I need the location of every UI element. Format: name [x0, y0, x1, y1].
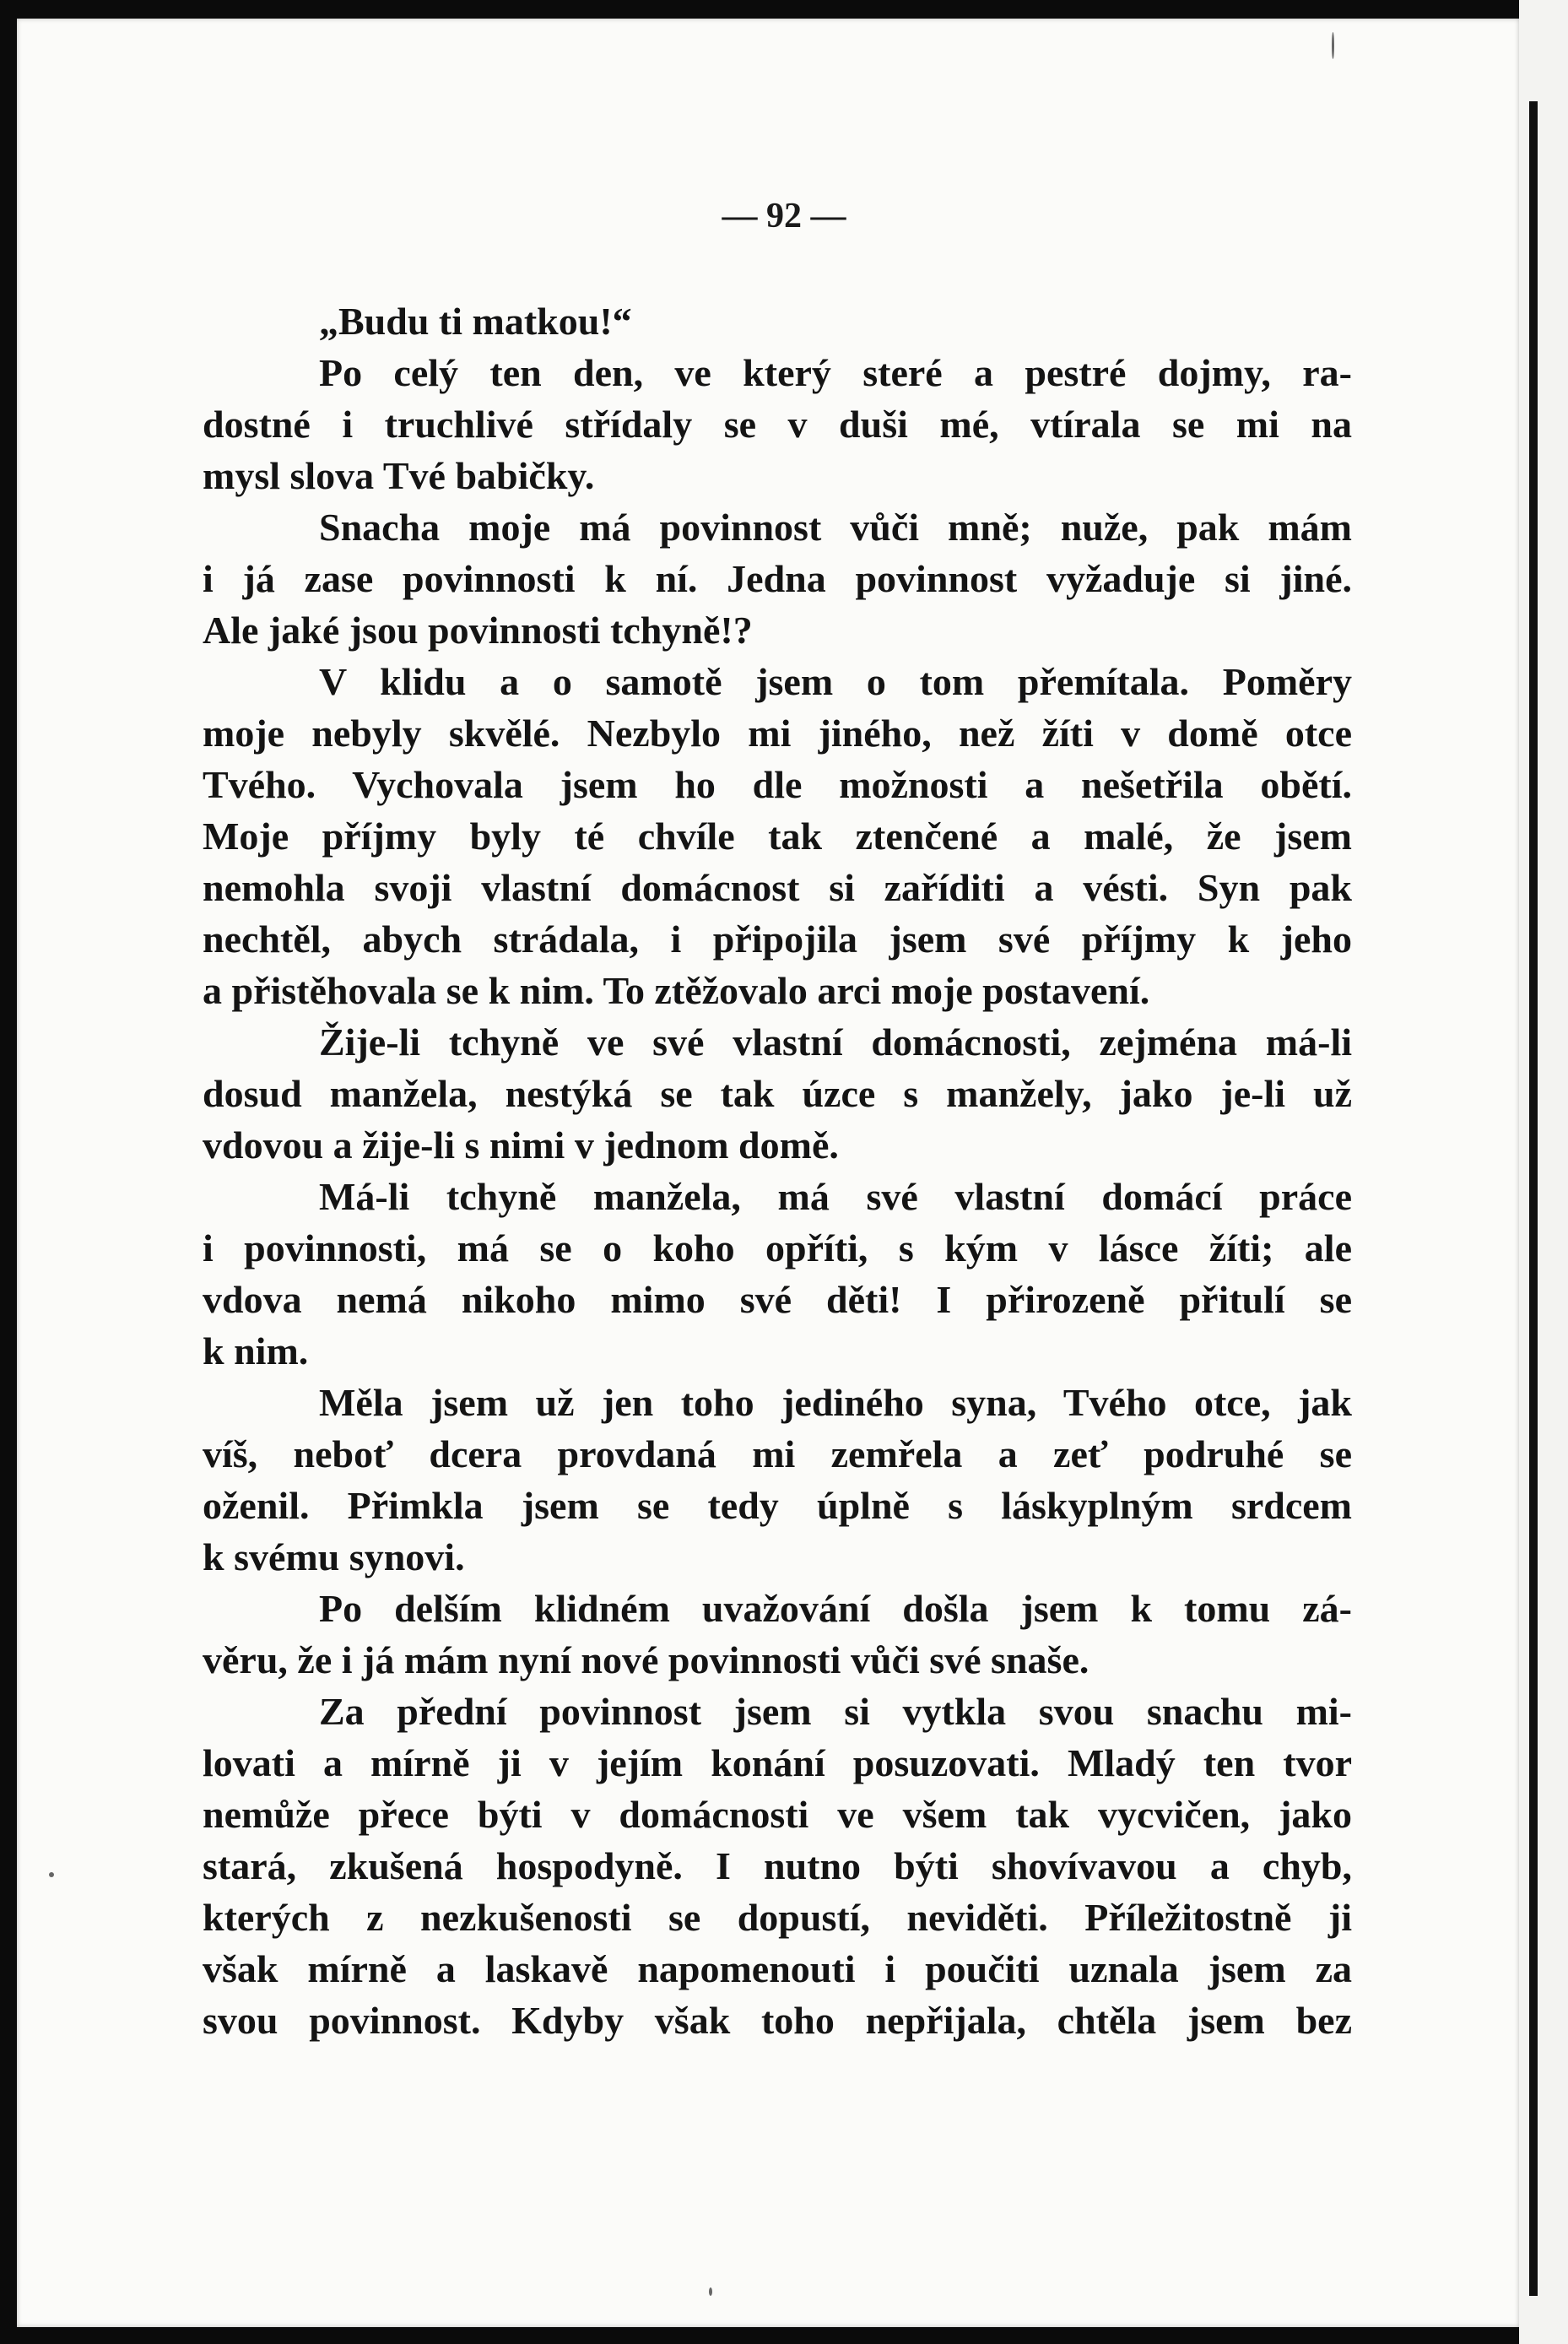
text-line: k nim.	[203, 1329, 309, 1372]
print-speck	[709, 2287, 712, 2296]
text-line: i povinnosti, má se o koho opříti, s kým v lásce žíti; ale	[203, 1226, 1352, 1269]
text-line: víš, neboť dcera provdaná mi zemřela a zeť podruhé se	[203, 1432, 1352, 1475]
text-line: věru, že i já mám nyní nové povinnosti vůči své snaše.	[203, 1638, 1089, 1681]
text-line: dostné i truchlivé střídaly se v duši mé, vtírala se mi na	[203, 403, 1352, 446]
page-right-edge	[1519, 0, 1568, 2344]
text-line: dosud manžela, nestýká se tak úzce s manžely, jako je-li už	[203, 1072, 1352, 1115]
text-line: stará, zkušená hospodyně. I nutno býti shovívavou a chyb,	[203, 1844, 1352, 1887]
text-line: Měla jsem už jen toho jediného syna, Tvého otce, jak	[319, 1381, 1352, 1424]
text-line: a přistěhovala se k nim. To ztěžovalo arci moje postavení.	[203, 969, 1150, 1012]
binding-edge-line	[1529, 101, 1538, 2296]
text-line: Moje příjmy byly té chvíle tak ztenčené a malé, že jsem	[203, 815, 1352, 858]
text-line: Za přední povinnost jsem si vytkla svou snachu mi-	[319, 1690, 1352, 1733]
text-line: Tvého. Vychovala jsem ho dle možnosti a nešetřila obětí.	[203, 763, 1352, 806]
text-line: oženil. Přimkla jsem se tedy úplně s láskyplným srdcem	[203, 1484, 1352, 1527]
text-line: Má-li tchyně manžela, má své vlastní domácí práce	[319, 1175, 1352, 1218]
text-line: Snacha moje má povinnost vůči mně; nuže, pak mám	[319, 506, 1352, 549]
page-number: — 92 —	[722, 197, 846, 235]
text-line: k svému synovi.	[203, 1535, 465, 1578]
text-line: vdova nemá nikoho mimo své děti! I přirozeně přitulí se	[203, 1278, 1352, 1321]
text-line: Po delším klidném uvažování došla jsem k tomu zá-	[319, 1587, 1352, 1630]
text-line: lovati a mírně ji v jejím konání posuzovati. Mladý ten tvor	[203, 1741, 1352, 1784]
text-line: nemůže přece býti v domácnosti ve všem tak vycvičen, jako	[203, 1793, 1352, 1836]
text-line: nemohla svoji vlastní domácnost si zaříditi a vésti. Syn pak	[203, 866, 1352, 909]
text-line: Ale jaké jsou povinnosti tchyně!?	[203, 609, 753, 652]
text-line: V klidu a o samotě jsem o tom přemítala. Poměry	[319, 660, 1352, 703]
text-line: „Budu ti matkou!“	[319, 300, 632, 343]
text-line: mysl slova Tvé babičky.	[203, 454, 595, 497]
text-line: i já zase povinnosti k ní. Jedna povinnost vyžaduje si jiné.	[203, 557, 1352, 600]
text-line: vdovou a žije-li s nimi v jednom domě.	[203, 1123, 839, 1167]
print-speck	[1332, 32, 1334, 59]
body-text	[203, 295, 1352, 2046]
text-line: svou povinnost. Kdyby však toho nepřijala, chtěla jsem bez	[203, 1999, 1352, 2042]
text-line: moje nebyly skvělé. Nezbylo mi jiného, než žíti v domě otce	[203, 712, 1352, 755]
text-line: kterých z nezkušenosti se dopustí, neviděti. Příležitostně ji	[203, 1896, 1352, 1939]
text-line: však mírně a laskavě napomenouti i poučiti uznala jsem za	[203, 1947, 1352, 1990]
print-speck	[49, 1872, 54, 1877]
text-line: nechtěl, abych strádala, i připojila jsem své příjmy k jeho	[203, 918, 1352, 961]
text-line: Po celý ten den, ve který steré a pestré dojmy, ra-	[319, 351, 1352, 394]
text-line: Žije-li tchyně ve své vlastní domácnosti, zejména má-li	[319, 1020, 1352, 1064]
